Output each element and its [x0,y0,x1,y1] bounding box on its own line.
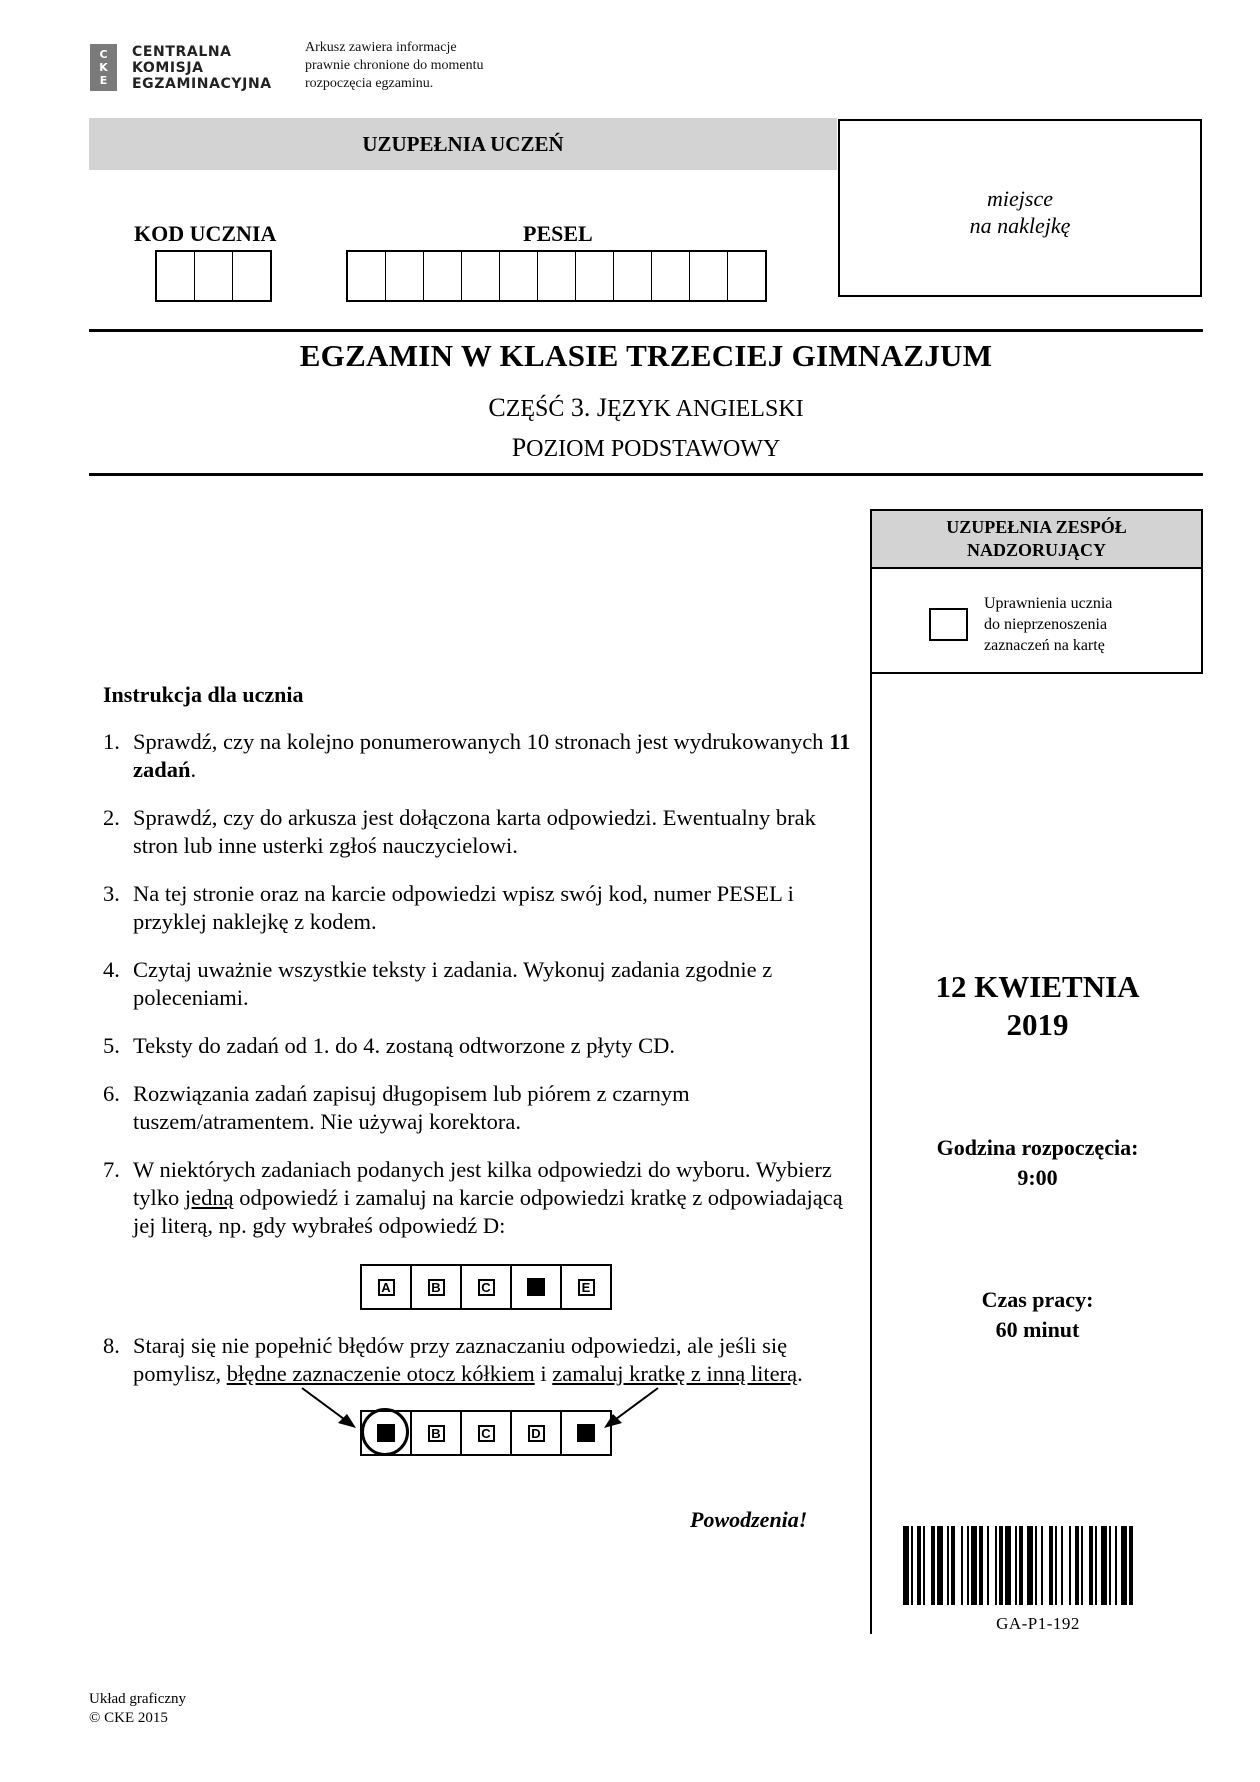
item-text-part: i [534,1361,553,1386]
item-number: 4. [103,957,120,982]
footer-line: © CKE 2015 [89,1710,168,1726]
instruction-item [103,956,863,1012]
notice-line: rozpoczęcia egzaminu. [305,76,434,91]
item-text: Teksty do zadań od 1. do 4. zostaną odtworzone z płyty CD. [133,1033,676,1058]
answer-cell [562,1266,610,1308]
student-section-title: UZUPEŁNIA UCZEŃ [362,132,564,156]
logo-glyph-text: CKE [99,48,108,87]
item-text-part: W niektórych zadaniach podanych jest kilka odpowiedzi do wyboru. Wybierz tylko [133,1157,832,1210]
start-time-label: Godzina rozpoczęcia: [936,1135,1139,1160]
pesel-label: PESEL [523,221,593,246]
exam-title: EGZAMIN W KLASIE TRZECIEJ GIMNAZJUM [299,338,993,373]
item-text-underlined: zamaluj kratkę z inną literą [552,1361,798,1386]
notice-line: Arkusz zawiera informacje [305,40,457,55]
instruction-item [103,1156,863,1240]
item-number: 2. [103,805,120,830]
pesel-digit-box[interactable] [424,252,462,300]
instruction-item [103,1080,863,1136]
exam-date [872,968,1203,1044]
barcode-gap [1133,1526,1135,1605]
duration [872,1285,1203,1345]
divider [89,473,1203,476]
answer-cell [362,1266,412,1308]
confidentiality-notice [305,39,483,93]
item-text-underlined: jedną [184,1185,234,1210]
pesel-digit-box[interactable] [462,252,500,300]
item-text [133,728,863,784]
item-text-part: . [797,1361,803,1386]
exam-date-year: 2019 [1006,1007,1069,1042]
exam-part [89,393,1203,423]
sticker-label [840,185,1200,239]
good-luck: Powodzenia! [690,1507,808,1532]
answer-cell [512,1266,562,1308]
left-arrow-line [302,1388,348,1422]
pesel-digit-box[interactable] [386,252,424,300]
instructions-title: Instrukcja dla ucznia [103,682,304,707]
answer-letter-box: E [578,1279,595,1296]
pesel-digit-box[interactable] [690,252,728,300]
footer [89,1690,186,1728]
pesel-digit-box[interactable] [614,252,652,300]
part-small: ZĘŚĆ [505,396,565,422]
item-number: 8. [103,1333,120,1358]
item-text: Rozwiązania zadań zapisuj długopisem lub piórem z czarnym tuszem/atramentem. Nie używaj korektora. [133,1081,690,1134]
answer-cell [512,1412,562,1454]
checkbox-label-line: zaznaczeń na kartę [984,637,1105,654]
item-text-part: . [190,757,197,782]
sticker-area [838,119,1202,297]
correction-circle [361,1408,409,1456]
instruction-item [103,804,863,860]
footer-line: Układ graficzny [89,1691,187,1707]
divider [89,329,1203,332]
answer-cell [462,1266,512,1308]
item-text: Czytaj uważnie wszystkie teksty i zadania. Wykonuj zadania zgodnie z poleceniami. [133,957,773,1010]
student-section-header [89,118,837,170]
barcode [903,1526,1135,1605]
committee-header-line: UZUPEŁNIA ZESPÓŁ [946,517,1127,537]
right-arrow-line [612,1388,658,1422]
level-rest: OZIOM PODSTAWOWY [526,436,781,462]
instruction-item [103,880,863,936]
pesel-digit-box[interactable] [728,252,765,300]
item-number: 5. [103,1033,120,1058]
level-cap: P [511,433,527,462]
committee-header-line: NADZORUJĄCY [967,540,1106,560]
item-text-bold: 11 zadań [133,729,851,782]
committee-box [870,509,1203,674]
item-text-part: Sprawdź, czy na kolejno ponumerowanych 10 stronach jest wydrukowanych [133,729,830,754]
answer-letter-box: C [478,1425,495,1442]
filled-answer-box [577,1424,595,1442]
student-code-label: KOD UCZNIA [134,221,277,246]
item-text: Sprawdź, czy do arkusza jest dołączona karta odpowiedzi. Ewentualny brak stron lub inne usterki zgłoś nauczycielowi. [133,805,816,858]
pesel-digit-box[interactable] [500,252,538,300]
instruction-item [103,728,863,784]
instruction-item [103,1032,863,1060]
pesel-digit-box[interactable] [538,252,576,300]
pesel-digit-box[interactable] [652,252,690,300]
duration-value: 60 minut [995,1317,1080,1342]
item-number: 6. [103,1081,120,1106]
exam-level [89,433,1203,463]
item-number: 3. [103,881,120,906]
item-text-underlined: błędne zaznaczenie otocz kółkiem [226,1361,535,1386]
cke-logo [90,44,117,91]
answer-cell [562,1412,610,1454]
item-text-part: Staraj się nie popełnić błędów przy zaznaczaniu odpowiedzi, ale jeśli się pomylisz, [133,1333,788,1386]
answer-letter-box: C [478,1279,495,1296]
part-subject: ĘZYK ANGIELSKI [607,396,804,422]
filled-answer-box [527,1278,545,1296]
org-line: CENTRALNA [132,44,232,60]
code-digit-box[interactable] [195,252,233,300]
answer-letter-box: B [428,1279,445,1296]
code-digit-box[interactable] [157,252,195,300]
start-time-value: 9:00 [1017,1165,1058,1190]
item-text-part: odpowiedź i zamaluj na karcie odpowiedzi kratkę z odpowiadającą jej literą, np. gdy wybrałeś odpowiedź D: [133,1185,843,1238]
answer-cell [462,1412,512,1454]
code-digit-box[interactable] [233,252,270,300]
start-time [872,1133,1203,1193]
part-cap: C [488,393,506,422]
checkbox-label [984,593,1112,656]
item-text [133,1332,863,1388]
instruction-item [103,1332,863,1388]
org-line: KOMISJA [132,60,204,76]
notice-line: prawnie chronione do momentu [305,58,484,73]
org-line: EGZAMINACYJNA [132,76,272,92]
dyslexia-checkbox[interactable] [929,608,968,641]
answer-cell [412,1266,462,1308]
answer-example-correct [360,1264,612,1310]
sticker-line: na naklejkę [969,213,1071,238]
item-number: 7. [103,1157,120,1182]
item-text [133,1156,863,1240]
exam-date-day: 12 KWIETNIA [935,969,1140,1004]
item-number: 1. [103,729,120,754]
exam-code: GA-P1-192 [996,1614,1080,1633]
duration-label: Czas pracy: [981,1287,1094,1312]
answer-letter-box: D [528,1425,545,1442]
checkbox-label-line: Uprawnienia ucznia [984,595,1113,612]
org-name [132,44,272,92]
answer-letter-box: B [428,1425,445,1442]
checkbox-label-line: do nieprzenoszenia [984,616,1108,633]
pesel-digit-box[interactable] [348,252,386,300]
pesel-digit-box[interactable] [576,252,614,300]
sticker-line: miejsce [987,186,1053,211]
answer-cell [412,1412,462,1454]
pesel-field[interactable] [346,250,767,302]
item-text: Na tej stronie oraz na karcie odpowiedzi wpisz swój kod, numer PESEL i przyklej naklejkę z kodem. [133,881,794,934]
part-number: 3. J [564,393,607,422]
answer-letter-box: A [378,1279,395,1296]
student-code-field[interactable] [155,250,272,302]
committee-header [872,511,1201,569]
cke-logo-glyph [90,48,117,87]
